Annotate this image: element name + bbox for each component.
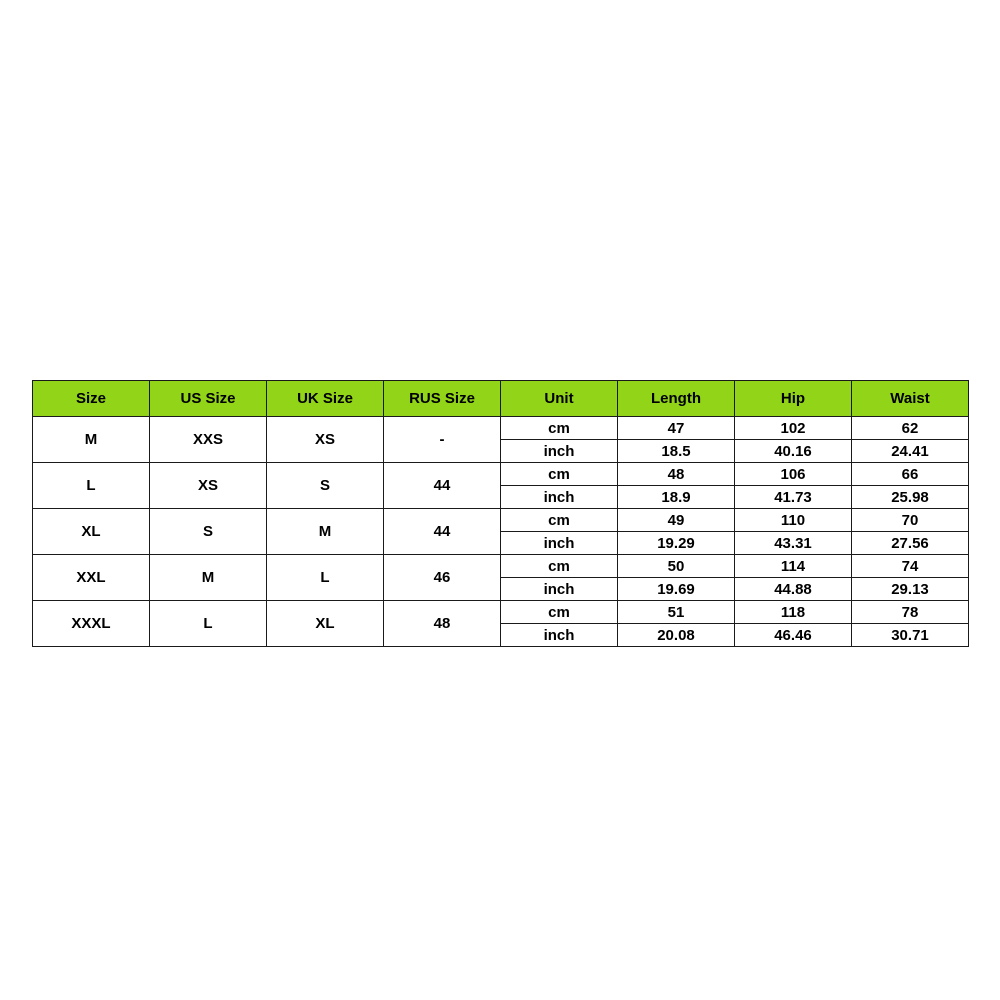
- cell-hip: 102: [735, 417, 852, 440]
- table-row: [33, 509, 969, 532]
- cell-unit: cm: [501, 417, 618, 440]
- cell-hip: 110: [735, 509, 852, 532]
- cell-size: XL: [33, 509, 150, 555]
- table-row: [33, 601, 969, 624]
- cell-uk-size: XS: [267, 417, 384, 463]
- cell-us-size: S: [150, 509, 267, 555]
- cell-unit: inch: [501, 624, 618, 647]
- cell-unit: inch: [501, 486, 618, 509]
- cell-length: 47: [618, 417, 735, 440]
- cell-us-size: M: [150, 555, 267, 601]
- cell-uk-size: M: [267, 509, 384, 555]
- cell-hip: 43.31: [735, 532, 852, 555]
- cell-hip: 40.16: [735, 440, 852, 463]
- cell-length: 18.5: [618, 440, 735, 463]
- cell-size: M: [33, 417, 150, 463]
- cell-unit: cm: [501, 601, 618, 624]
- header-us-size: US Size: [150, 381, 267, 417]
- cell-size: XXXL: [33, 601, 150, 647]
- table-row: [33, 417, 969, 440]
- header-waist: Waist: [852, 381, 969, 417]
- cell-length: 19.29: [618, 532, 735, 555]
- table-body: [33, 417, 969, 647]
- cell-unit: inch: [501, 440, 618, 463]
- cell-length: 48: [618, 463, 735, 486]
- cell-unit: cm: [501, 509, 618, 532]
- cell-size: XXL: [33, 555, 150, 601]
- cell-hip: 44.88: [735, 578, 852, 601]
- cell-unit: inch: [501, 578, 618, 601]
- cell-uk-size: XL: [267, 601, 384, 647]
- cell-waist: 74: [852, 555, 969, 578]
- cell-waist: 27.56: [852, 532, 969, 555]
- cell-rus-size: 44: [384, 463, 501, 509]
- cell-size: L: [33, 463, 150, 509]
- header-length: Length: [618, 381, 735, 417]
- cell-hip: 46.46: [735, 624, 852, 647]
- cell-waist: 25.98: [852, 486, 969, 509]
- cell-unit: cm: [501, 555, 618, 578]
- cell-waist: 29.13: [852, 578, 969, 601]
- cell-length: 19.69: [618, 578, 735, 601]
- cell-waist: 70: [852, 509, 969, 532]
- cell-unit: inch: [501, 532, 618, 555]
- header-size: Size: [33, 381, 150, 417]
- cell-hip: 118: [735, 601, 852, 624]
- cell-waist: 62: [852, 417, 969, 440]
- header-uk-size: UK Size: [267, 381, 384, 417]
- table-header: [33, 381, 969, 417]
- cell-us-size: XS: [150, 463, 267, 509]
- cell-unit: cm: [501, 463, 618, 486]
- cell-rus-size: 46: [384, 555, 501, 601]
- cell-hip: 114: [735, 555, 852, 578]
- cell-waist: 30.71: [852, 624, 969, 647]
- cell-length: 50: [618, 555, 735, 578]
- header-hip: Hip: [735, 381, 852, 417]
- cell-us-size: XXS: [150, 417, 267, 463]
- table-row: [33, 463, 969, 486]
- cell-rus-size: 48: [384, 601, 501, 647]
- cell-hip: 106: [735, 463, 852, 486]
- cell-waist: 66: [852, 463, 969, 486]
- cell-hip: 41.73: [735, 486, 852, 509]
- cell-length: 51: [618, 601, 735, 624]
- cell-length: 20.08: [618, 624, 735, 647]
- cell-rus-size: 44: [384, 509, 501, 555]
- table-row: [33, 555, 969, 578]
- cell-rus-size: -: [384, 417, 501, 463]
- cell-waist: 24.41: [852, 440, 969, 463]
- header-row: [33, 381, 969, 417]
- header-unit: Unit: [501, 381, 618, 417]
- cell-length: 49: [618, 509, 735, 532]
- cell-uk-size: L: [267, 555, 384, 601]
- cell-uk-size: S: [267, 463, 384, 509]
- size-chart-table: [32, 380, 969, 647]
- cell-waist: 78: [852, 601, 969, 624]
- cell-us-size: L: [150, 601, 267, 647]
- header-rus-size: RUS Size: [384, 381, 501, 417]
- cell-length: 18.9: [618, 486, 735, 509]
